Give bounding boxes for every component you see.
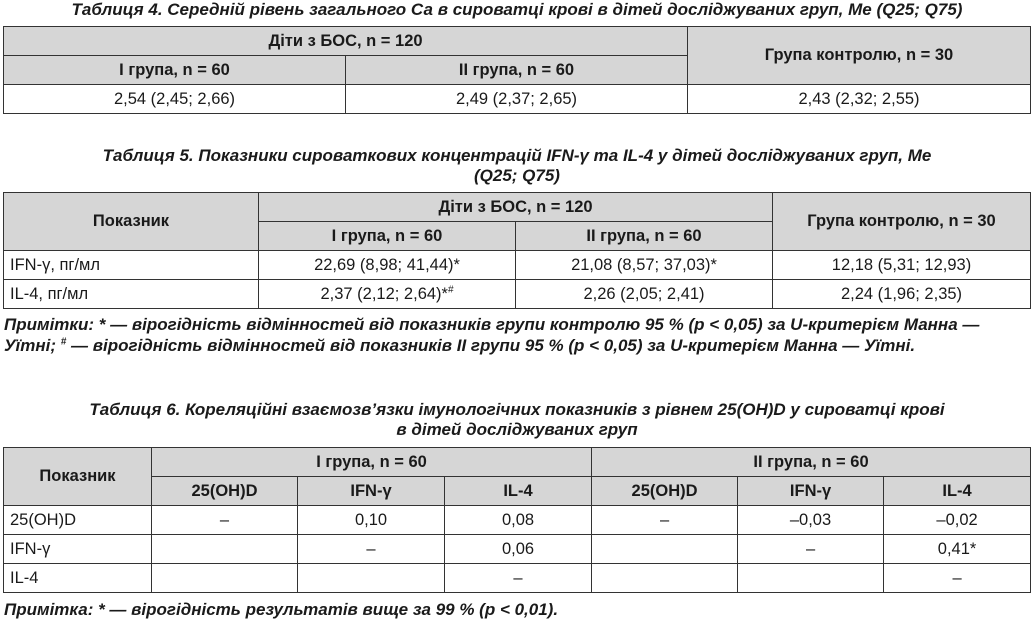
table-cell: [152, 535, 298, 564]
table-cell: 2,43 (2,32; 2,55): [688, 85, 1031, 114]
table-row: [4, 506, 1031, 535]
table4-header-group: Діти з БОС, n = 120: [4, 27, 688, 56]
table5-caption-line2: (Q25; Q75): [474, 166, 560, 185]
table5-header-g2: ІІ група, n = 60: [516, 222, 773, 251]
table5-header-g1: І група, n = 60: [259, 222, 516, 251]
cell-value: 2,37 (2,12; 2,64)*: [320, 284, 448, 303]
table-cell: –: [152, 506, 298, 535]
table5: [3, 192, 1031, 309]
table6-header-group1: І група, n = 60: [152, 448, 592, 477]
table-cell: 12,18 (5,31; 12,93): [773, 251, 1031, 280]
table4: [3, 26, 1031, 114]
note-text: Примітки: * — вірогідність відмінностей від показників групи контролю 95 % (р < 0,05) за U-критерієм Манна — Уїтні;: [4, 315, 980, 355]
table4-header-g2: ІІ група, n = 60: [346, 56, 688, 85]
row-label: IL-4: [4, 564, 152, 593]
table6: [3, 447, 1031, 593]
table6-subheader: IFN-γ: [738, 477, 884, 506]
table6-note: Примітка: * — вірогідність результатів вище за 99 % (р < 0,01).: [4, 600, 559, 619]
table-row: [4, 251, 1031, 280]
row-label: IFN-γ: [4, 535, 152, 564]
table6-caption-line2: в дітей досліджуваних груп: [396, 420, 638, 439]
table4-header-control: Група контролю, n = 30: [688, 27, 1031, 85]
table-cell: –: [884, 564, 1031, 593]
table4-caption: Таблиця 4. Середній рівень загального Са в сироватці крові в дітей досліджуваних груп, Ме (Q25; Q75): [71, 0, 963, 19]
table-cell: 2,49 (2,37; 2,65): [346, 85, 688, 114]
table-cell: –: [445, 564, 592, 593]
table-cell: 2,26 (2,05; 2,41): [516, 280, 773, 309]
row-label: IFN-γ, пг/мл: [4, 251, 259, 280]
table-cell: –: [592, 506, 738, 535]
table5-header-group: Діти з БОС, n = 120: [259, 193, 773, 222]
table-cell: –: [738, 535, 884, 564]
table-row: [4, 280, 1031, 309]
table-cell: [738, 564, 884, 593]
table-cell: 2,24 (1,96; 2,35): [773, 280, 1031, 309]
table-cell: 2,54 (2,45; 2,66): [4, 85, 346, 114]
superscript-mark: #: [60, 336, 67, 348]
table-cell: [592, 564, 738, 593]
table-row: [4, 85, 1031, 114]
table6-subheader: 25(OH)D: [152, 477, 298, 506]
table6-header-group2: ІІ група, n = 60: [592, 448, 1031, 477]
table-cell: [298, 564, 445, 593]
table-row: [4, 564, 1031, 593]
table-row: [4, 535, 1031, 564]
table6-subheader: IFN-γ: [298, 477, 445, 506]
table6-header-indicator: Показник: [4, 448, 152, 506]
note-text: — вірогідність відмінностей від показників ІІ групи 95 % (р < 0,05) за U-критерієм Манна — Уїтні.: [66, 336, 916, 355]
table5-header-control: Група контролю, n = 30: [773, 193, 1031, 251]
table-cell: 0,08: [445, 506, 592, 535]
table-cell: [592, 535, 738, 564]
superscript-mark: #: [447, 284, 454, 295]
table-cell: –0,02: [884, 506, 1031, 535]
table-cell: [152, 564, 298, 593]
table6-subheader: 25(OH)D: [592, 477, 738, 506]
table5-header-indicator: Показник: [4, 193, 259, 251]
table6-subheader: IL-4: [445, 477, 592, 506]
table4-header-g1: І група, n = 60: [4, 56, 346, 85]
table-cell: 0,06: [445, 535, 592, 564]
table-cell: –: [298, 535, 445, 564]
table5-caption-line1: Таблиця 5. Показники сироваткових концентрацій IFN-γ та IL-4 у дітей досліджуваних груп, Ме: [102, 146, 932, 165]
table-cell: 22,69 (8,98; 41,44)*: [259, 251, 516, 280]
table-cell: [259, 280, 516, 309]
table-cell: 0,10: [298, 506, 445, 535]
table5-note: [4, 314, 1030, 356]
table6-subheader: IL-4: [884, 477, 1031, 506]
table-cell: 21,08 (8,57; 37,03)*: [516, 251, 773, 280]
row-label: IL-4, пг/мл: [4, 280, 259, 309]
row-label: 25(OH)D: [4, 506, 152, 535]
table-cell: 0,41*: [884, 535, 1031, 564]
table6-caption-line1: Таблиця 6. Кореляційні взаємозв’язки імунологічних показників з рівнем 25(OH)D у сироватці крові: [89, 400, 945, 419]
table-cell: –0,03: [738, 506, 884, 535]
